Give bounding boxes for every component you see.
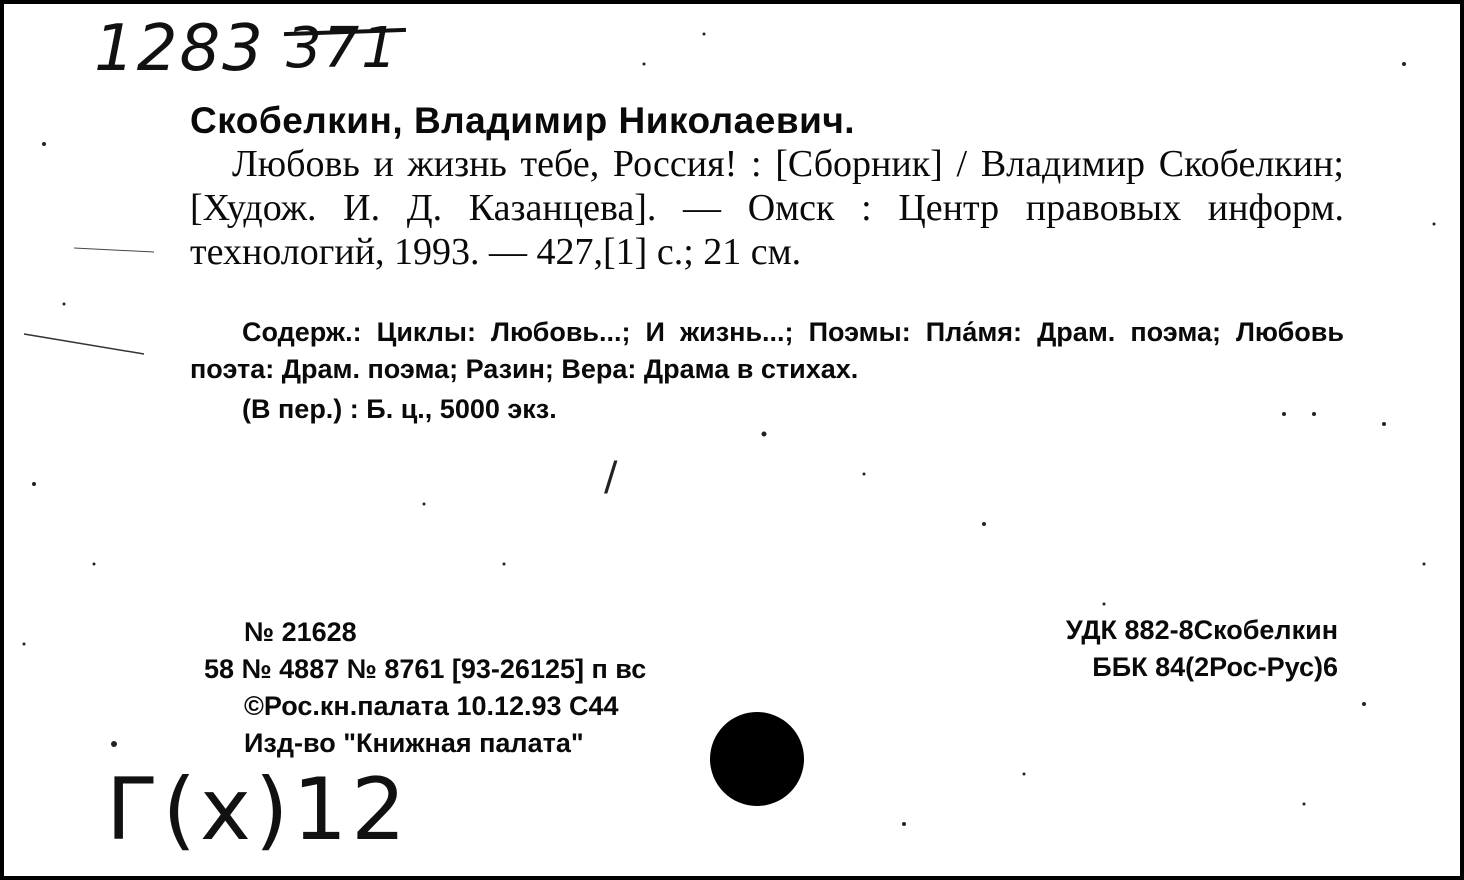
card-numbers xyxy=(204,614,646,762)
catalog-card xyxy=(4,4,1460,876)
card-number: № 21628 xyxy=(244,617,357,647)
registration-numbers: № 4887 № 8761 [93-26125] п вс xyxy=(241,654,647,684)
handwritten-location-code: Г(х)12 xyxy=(106,760,410,860)
title-statement-text: Любовь и жизнь тебе, Россия! : [Сборник] / Владимир Скобелкин; [Худож. И. Д. Казанцева]. — Омск : Центр правовых информ. технологий, 1993. — 427,[1] с.; 21 см. xyxy=(190,143,1344,273)
bbk-code: ББК 84(2Рос-Рус)6 xyxy=(1092,652,1338,682)
author-heading: Скобелкин, Владимир Николаевич. xyxy=(190,100,856,141)
contents-note xyxy=(190,314,1344,388)
udk-code: УДК 882-8Скобелкин xyxy=(1065,615,1338,645)
contents-note-text: Содерж.: Циклы: Любовь...; И жизнь...; Поэмы: Пла́мя: Драм. поэма; Любовь поэта: Драм. поэма; Разин; Вера: Драма в стихах. xyxy=(190,317,1344,384)
punch-hole xyxy=(710,712,804,806)
card-prefix: 58 xyxy=(204,654,235,684)
binding-note: (В пер.) : Б. ц., 5000 экз. xyxy=(242,394,557,424)
stray-mark: / xyxy=(604,454,618,500)
copyright-line: ©Рос.кн.палата 10.12.93 С44 xyxy=(244,691,619,721)
title-statement xyxy=(190,142,1344,274)
classification xyxy=(1066,612,1338,686)
handwritten-shelf-number: 371 xyxy=(286,16,399,81)
handwritten-number: 1283 xyxy=(94,12,265,86)
publisher-line: Изд-во "Книжная палата" xyxy=(244,728,584,758)
